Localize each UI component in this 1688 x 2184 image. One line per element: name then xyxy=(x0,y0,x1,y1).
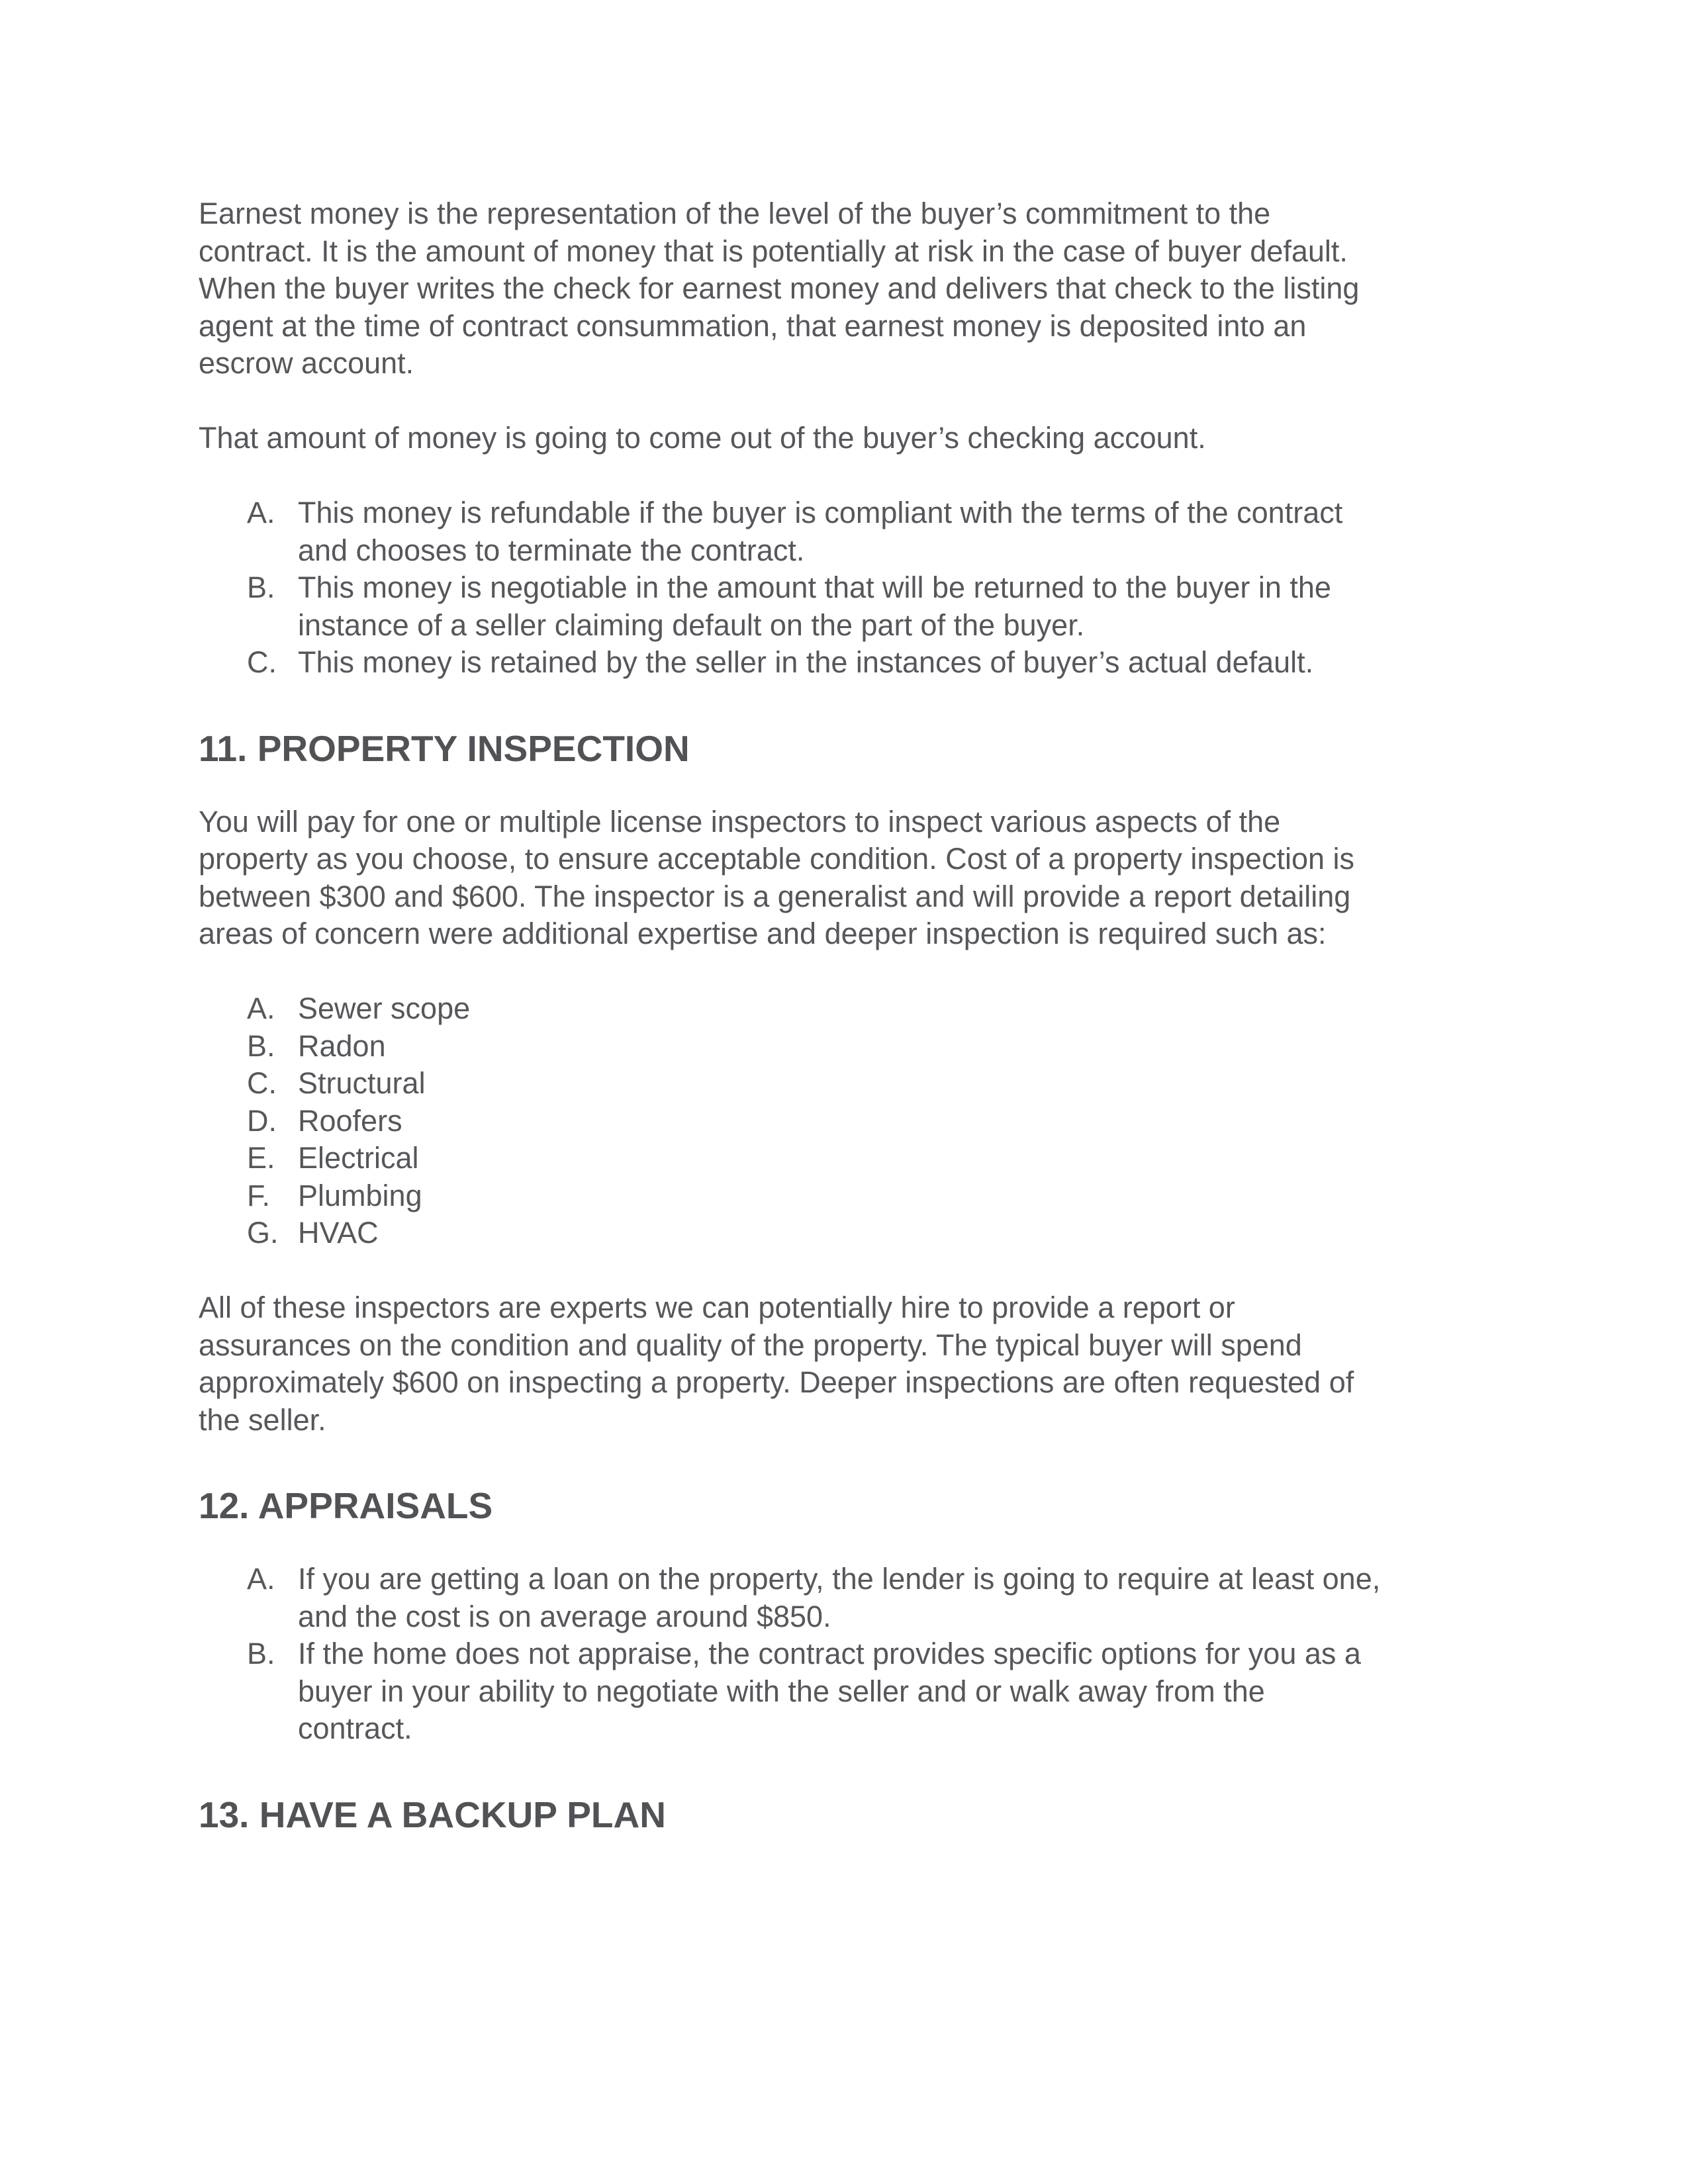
text-line: between $300 and $600. The inspector is a generalist and will provide a report detailing xyxy=(199,879,1351,913)
text-line: This money is negotiable in the amount that will be returned to the buyer in the xyxy=(298,570,1331,604)
section-heading-property-inspection: 11. PROPERTY INSPECTION xyxy=(199,727,690,769)
list-marker: C. xyxy=(247,645,277,679)
appraisals-list xyxy=(199,1561,1509,1748)
list-marker: G. xyxy=(247,1216,279,1250)
list-item-text: Roofers xyxy=(298,1103,402,1138)
list-marker: F. xyxy=(247,1178,271,1212)
list-item xyxy=(199,1214,1509,1252)
inspection-types-list xyxy=(199,990,1509,1252)
list-marker: B. xyxy=(247,570,275,604)
list-item-text: HVAC xyxy=(298,1216,379,1250)
text-line: contract. It is the amount of money that is potentially at risk in the case of buyer default. xyxy=(199,234,1348,268)
list-item-text: Electrical xyxy=(298,1141,419,1175)
text-line: If the home does not appraise, the contract provides specific options for you as a xyxy=(298,1637,1361,1670)
list-marker: A. xyxy=(247,496,275,529)
document-page xyxy=(199,195,1509,1838)
list-marker: A. xyxy=(247,1562,275,1596)
text-line: When the buyer writes the check for earnest money and delivers that check to the listing xyxy=(199,271,1360,305)
list-marker: B. xyxy=(247,1637,275,1670)
list-marker: E. xyxy=(247,1141,275,1175)
text-line: buyer in your ability to negotiate with the seller and or walk away from the xyxy=(298,1674,1265,1708)
list-item-text: Radon xyxy=(298,1028,386,1063)
list-item xyxy=(199,644,1509,682)
list-item xyxy=(199,990,1509,1028)
list-item-text: Plumbing xyxy=(298,1178,422,1212)
checking-account-paragraph: That amount of money is going to come out of the buyer’s checking account. xyxy=(199,421,1206,455)
list-item xyxy=(199,1028,1509,1066)
text-line: property as you choose, to ensure acceptable condition. Cost of a property inspection is xyxy=(199,842,1355,876)
list-marker: D. xyxy=(247,1103,277,1138)
list-item xyxy=(199,1140,1509,1177)
text-line: contract. xyxy=(298,1711,412,1745)
text-line: You will pay for one or multiple license inspectors to inspect various aspects of the xyxy=(199,804,1281,839)
list-marker: C. xyxy=(247,1066,277,1100)
section-heading-appraisals: 12. APPRAISALS xyxy=(199,1485,493,1526)
earnest-money-paragraph xyxy=(199,195,1509,383)
list-item xyxy=(199,569,1509,644)
text-line: If you are getting a loan on the property, the lender is going to require at least one, xyxy=(298,1562,1381,1596)
text-line: escrow account. xyxy=(199,346,414,380)
text-line: agent at the time of contract consummation, that earnest money is deposited into an xyxy=(199,308,1307,343)
list-marker: B. xyxy=(247,1028,275,1063)
list-item xyxy=(199,1065,1509,1103)
earnest-money-list xyxy=(199,494,1509,682)
text-line: instance of a seller claiming default on the part of the buyer. xyxy=(298,608,1085,642)
inspectors-summary-paragraph xyxy=(199,1289,1509,1439)
text-line: areas of concern were additional expertise and deeper inspection is required such as: xyxy=(199,917,1327,950)
text-line: This money is refundable if the buyer is compliant with the terms of the contract xyxy=(298,496,1343,529)
text-line: the seller. xyxy=(199,1402,326,1437)
list-marker: A. xyxy=(247,991,275,1025)
list-item xyxy=(199,1177,1509,1215)
text-line: and the cost is on average around $850. xyxy=(298,1599,831,1633)
property-inspection-paragraph xyxy=(199,803,1509,953)
text-line: Earnest money is the representation of the level of the buyer’s commitment to the xyxy=(199,197,1271,230)
text-line: This money is retained by the seller in the instances of buyer’s actual default. xyxy=(298,645,1314,679)
list-item xyxy=(199,1103,1509,1140)
text-line: All of these inspectors are experts we can potentially hire to provide a report or xyxy=(199,1291,1235,1324)
text-line: and chooses to terminate the contract. xyxy=(298,533,805,567)
section-heading-backup-plan: 13. HAVE A BACKUP PLAN xyxy=(199,1794,666,1835)
list-item xyxy=(199,1635,1509,1748)
list-item-text: Sewer scope xyxy=(298,991,471,1025)
list-item xyxy=(199,494,1509,569)
list-item xyxy=(199,1561,1509,1635)
text-line: approximately $600 on inspecting a property. Deeper inspections are often requested of xyxy=(199,1365,1354,1399)
list-item-text: Structural xyxy=(298,1066,426,1100)
text-line: assurances on the condition and quality of the property. The typical buyer will spend xyxy=(199,1328,1302,1362)
